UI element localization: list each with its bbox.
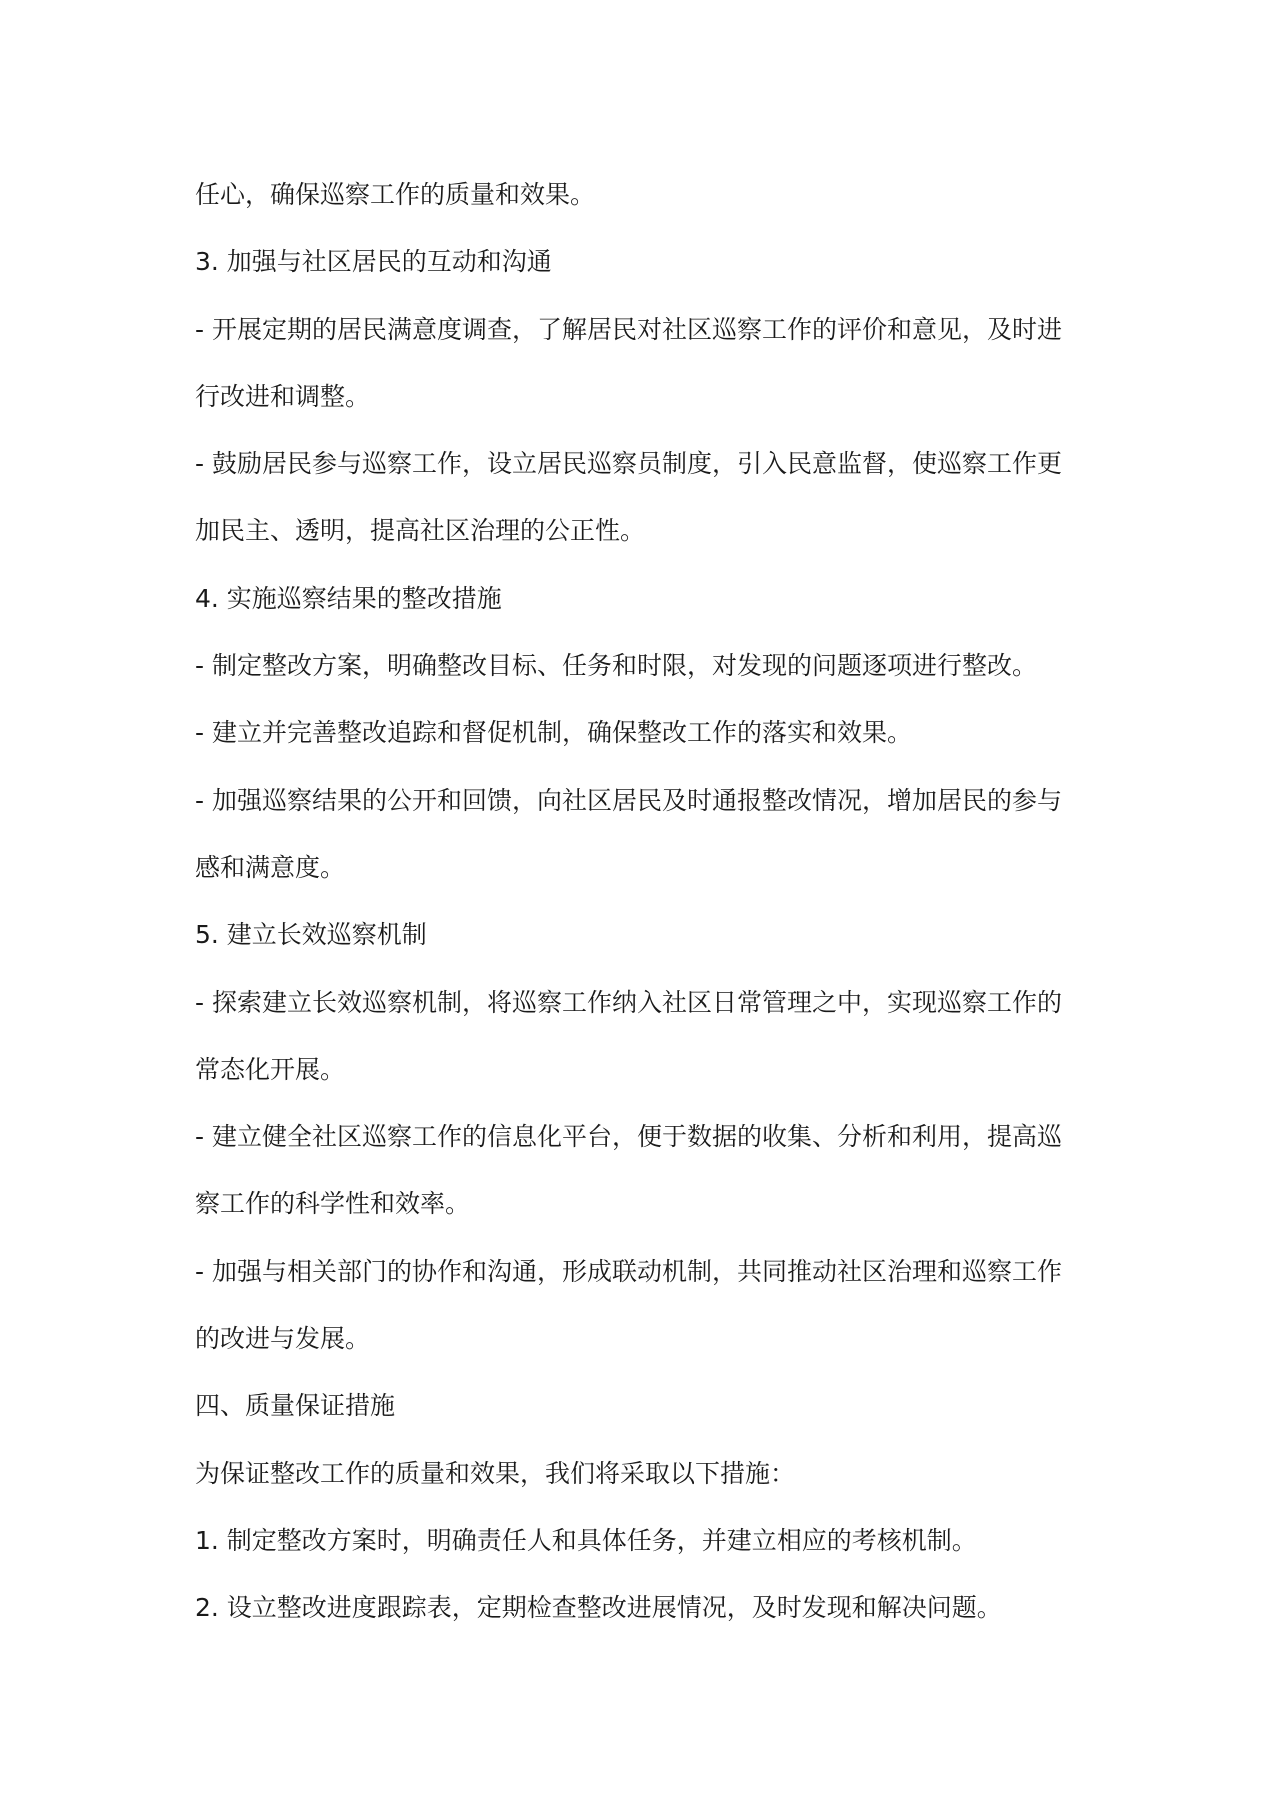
text-line: - 开展定期的居民满意度调查，了解居民对社区巡察工作的评价和意见，及时进 (195, 314, 1062, 344)
text-line: - 鼓励居民参与巡察工作，设立居民巡察员制度，引入民意监督，使巡察工作更 (195, 449, 1062, 479)
text-line: - 加强巡察结果的公开和回馈，向社区居民及时通报整改情况，增加居民的参与 (195, 785, 1062, 815)
section-heading: 3. 加强与社区居民的互动和沟通 (195, 247, 552, 277)
text-line: 察工作的科学性和效率。 (195, 1189, 471, 1219)
text-line: 行改进和调整。 (195, 381, 371, 411)
text-line: 常态化开展。 (195, 1054, 346, 1084)
text-line: - 加强与相关部门的协作和沟通，形成联动机制，共同推动社区治理和巡察工作 (195, 1256, 1062, 1286)
text-line: 任心，确保巡察工作的质量和效果。 (195, 180, 596, 209)
text-line: - 探索建立长效巡察机制，将巡察工作纳入社区日常管理之中，实现巡察工作的 (195, 987, 1062, 1017)
text-line: 加民主、透明，提高社区治理的公正性。 (195, 516, 646, 546)
section-heading: 5. 建立长效巡察机制 (195, 920, 427, 950)
text-line: - 建立并完善整改追踪和督促机制，确保整改工作的落实和效果。 (195, 718, 912, 748)
section-heading: 4. 实施巡察结果的整改措施 (195, 583, 502, 613)
text-line: 2. 设立整改进度跟踪表，定期检查整改进展情况，及时发现和解决问题。 (195, 1593, 1002, 1623)
chapter-heading: 四、质量保证措施 (195, 1391, 396, 1421)
text-line: 1. 制定整改方案时，明确责任人和具体任务，并建立相应的考核机制。 (195, 1525, 977, 1555)
document-body (195, 161, 1095, 1642)
text-line: 的改进与发展。 (195, 1324, 371, 1354)
text-line: - 制定整改方案，明确整改目标、任务和时限，对发现的问题逐项进行整改。 (195, 651, 1037, 681)
text-line: 为保证整改工作的质量和效果，我们将采取以下措施： (195, 1458, 796, 1488)
text-line: 感和满意度。 (195, 852, 346, 882)
text-line: - 建立健全社区巡察工作的信息化平台，便于数据的收集、分析和利用，提高巡 (195, 1122, 1062, 1152)
